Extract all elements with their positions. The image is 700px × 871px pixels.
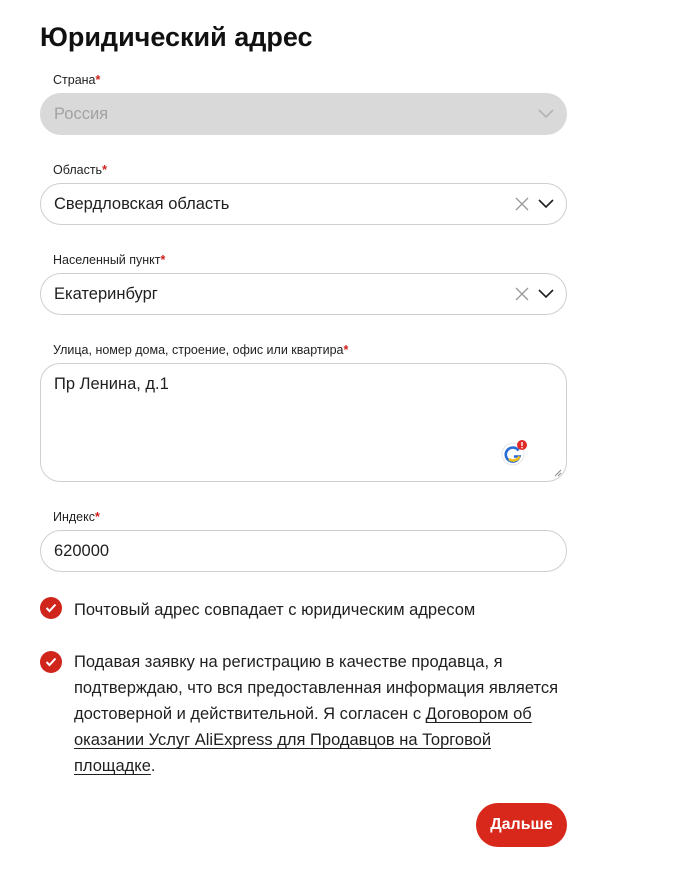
resize-handle-icon[interactable]	[553, 468, 562, 477]
street-label	[53, 343, 348, 357]
agreement-link[interactable]: Договором об оказании Услуг AliExpress для Продавцов на Торговой площадке	[74, 705, 532, 775]
postal-label-text: Индекс	[53, 510, 95, 524]
check-icon	[45, 657, 57, 667]
agreement-suffix: .	[150, 757, 156, 775]
street-label-text: Улица, номер дома, строение, офис или квартира	[53, 343, 344, 357]
grammarly-icon[interactable]	[500, 439, 528, 467]
agreement-checkbox[interactable]	[40, 651, 62, 673]
country-select	[40, 93, 567, 135]
city-value: Екатеринбург	[54, 284, 158, 303]
region-label-text: Область	[53, 163, 103, 177]
chevron-down-icon	[538, 109, 554, 119]
agreement-label	[74, 649, 560, 779]
agreement-row	[40, 649, 560, 779]
city-label	[53, 253, 165, 267]
street-value: Пр Ленина, д.1	[54, 375, 169, 393]
required-mark: *	[160, 253, 166, 267]
country-label-text: Страна	[53, 73, 96, 87]
postal-same-row	[40, 597, 475, 623]
region-label	[53, 163, 107, 177]
city-select[interactable]	[40, 273, 567, 315]
postal-same-checkbox[interactable]	[40, 597, 62, 619]
country-label	[53, 73, 100, 87]
postal-label	[53, 510, 100, 524]
page-title: Юридический адрес	[40, 22, 313, 52]
postal-value: 620000	[54, 541, 110, 560]
chevron-down-icon[interactable]	[538, 199, 554, 209]
region-select[interactable]	[40, 183, 567, 225]
postal-input[interactable]	[40, 530, 567, 572]
region-value: Свердловская область	[54, 194, 230, 213]
required-mark: *	[95, 510, 100, 524]
required-mark: *	[95, 73, 101, 87]
agreement-text: Подавая заявку на регистрацию в качестве продавца, я подтверждаю, что вся предоставленная информация является достоверной и действительной. Я согласен с	[74, 653, 559, 723]
country-value: Россия	[54, 104, 109, 123]
postal-same-label: Почтовый адрес совпадает с юридическим адресом	[74, 601, 476, 619]
chevron-down-icon[interactable]	[538, 289, 554, 299]
required-mark: *	[343, 343, 349, 357]
next-button[interactable]: Дальше	[476, 803, 567, 847]
clear-icon[interactable]	[514, 286, 530, 302]
check-icon	[45, 603, 57, 613]
required-mark: *	[102, 163, 107, 177]
street-textarea[interactable]	[40, 363, 567, 482]
city-label-text: Населенный пункт	[53, 253, 161, 267]
clear-icon[interactable]	[514, 196, 530, 212]
